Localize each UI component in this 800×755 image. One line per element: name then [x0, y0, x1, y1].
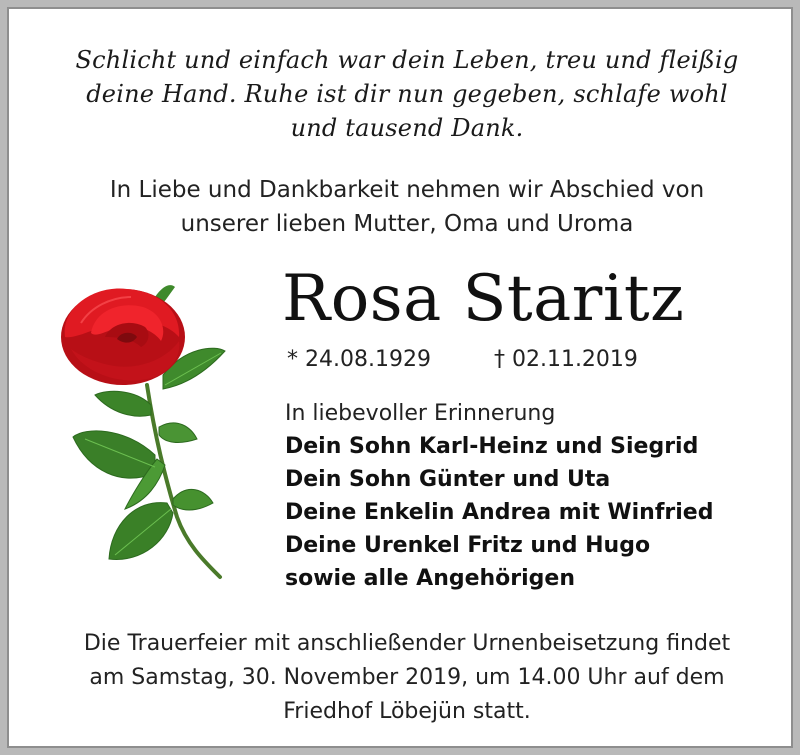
funeral-details	[37, 627, 777, 729]
mourner-entry: Deine Urenkel Fritz und Hugo	[285, 533, 651, 558]
life-dates	[287, 345, 638, 375]
death-date: † 02.11.2019	[493, 347, 638, 372]
memorial-verse	[37, 43, 777, 145]
mourner-entry: Dein Sohn Günter und Uta	[285, 467, 611, 492]
funeral-line: am Samstag, 30. November 2019, um 14.00 Uhr auf dem	[89, 665, 725, 690]
farewell-intro	[37, 173, 777, 241]
mourners-lead: In liebevoller Erinnerung	[285, 401, 556, 426]
intro-line: unserer lieben Mutter, Oma und Uroma	[180, 211, 634, 237]
mourner-entry: Dein Sohn Karl-Heinz und Siegrid	[285, 434, 699, 459]
leaf-shape	[173, 489, 213, 510]
verse-line: deine Hand. Ruhe ist dir nun gegeben, schlafe wohl	[86, 80, 728, 108]
mourner-entry: sowie alle Angehörigen	[285, 566, 576, 591]
birth-date: * 24.08.1929	[287, 347, 431, 372]
funeral-line: Die Trauerfeier mit anschließender Urnenbeisetzung findet	[83, 631, 731, 656]
verse-line: Schlicht und einfach war dein Leben, treu und fleißig	[75, 46, 739, 74]
leaf-shape	[159, 423, 197, 443]
leaf-shape	[95, 391, 151, 416]
leaf-shape	[109, 503, 173, 560]
leaf-shape	[73, 431, 155, 478]
rose-image	[55, 277, 230, 587]
mourner-entry: Deine Enkelin Andrea mit Winfried	[285, 500, 714, 525]
mourners-list	[285, 397, 713, 595]
deceased-name: Rosa Staritz	[282, 262, 685, 336]
intro-line: In Liebe und Dankbarkeit nehmen wir Abschied von	[109, 177, 705, 203]
funeral-line: Friedhof Löbejün statt.	[283, 699, 531, 724]
verse-line: und tausend Dank.	[290, 114, 524, 142]
